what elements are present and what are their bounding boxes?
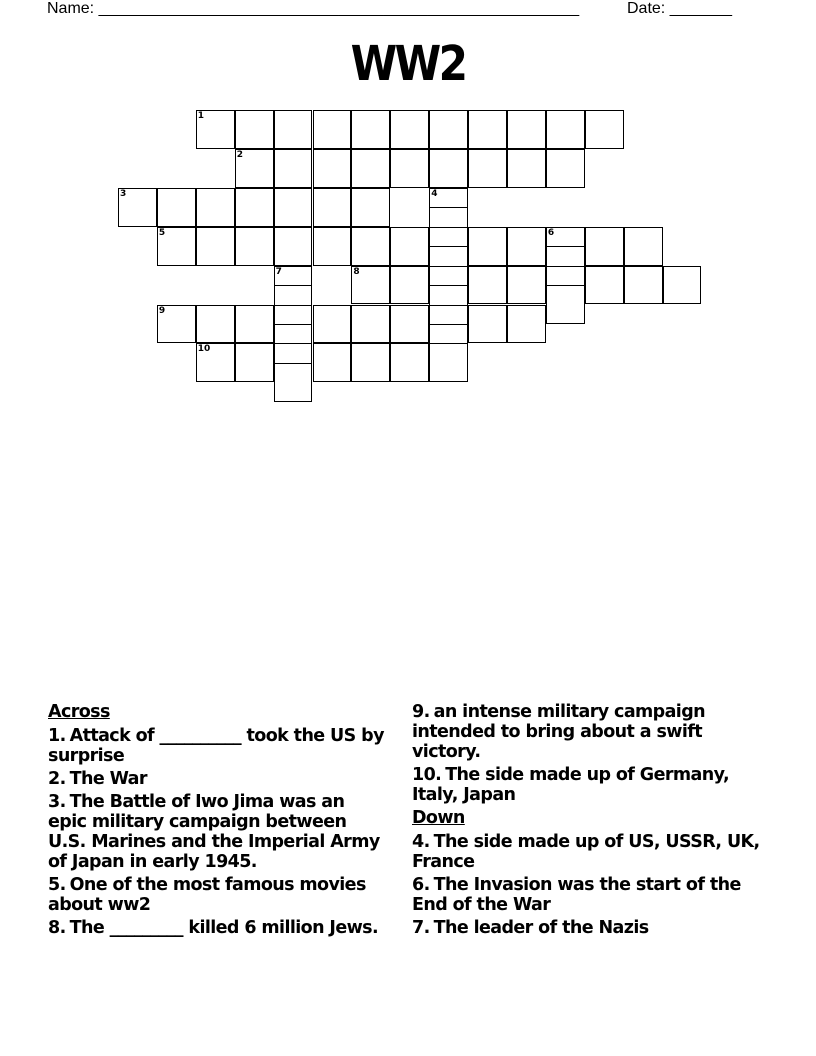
clue-number-label: 8 (353, 266, 360, 277)
crossword-cell[interactable] (313, 149, 352, 188)
crossword-cell[interactable] (196, 110, 235, 149)
crossword-cell[interactable] (468, 149, 507, 188)
crossword-cell[interactable] (118, 188, 157, 227)
crossword-cell[interactable] (390, 149, 429, 188)
clues-column-right (412, 702, 762, 941)
crossword-cell[interactable] (313, 110, 352, 149)
crossword-cell[interactable] (274, 363, 313, 402)
clue-text: The Invasion was the start of the End of the War (412, 875, 741, 915)
clue-down-4 (412, 832, 762, 872)
clue-text: The leader of the Nazis (433, 918, 649, 938)
crossword-cell[interactable] (585, 266, 624, 305)
clue-number: 1. (48, 726, 66, 746)
crossword-cell[interactable] (235, 110, 274, 149)
crossword-cell[interactable] (429, 110, 468, 149)
crossword-cell[interactable] (235, 149, 274, 188)
clue-number: 5. (48, 875, 66, 895)
crossword-cell[interactable] (351, 266, 390, 305)
crossword-cell[interactable] (196, 188, 235, 227)
crossword-cell[interactable] (274, 188, 313, 227)
crossword-cell[interactable] (351, 110, 390, 149)
crossword-cell[interactable] (235, 343, 274, 382)
crossword-cell[interactable] (274, 110, 313, 149)
crossword-cell[interactable] (351, 343, 390, 382)
crossword-cell[interactable] (507, 227, 546, 266)
crossword-cell[interactable] (585, 110, 624, 149)
crossword-cell[interactable] (507, 305, 546, 344)
crossword-cell[interactable] (507, 149, 546, 188)
clue-across-3 (48, 792, 388, 872)
clue-number-label: 7 (275, 266, 282, 277)
clue-number-label: 9 (158, 305, 166, 316)
clue-number: 6. (412, 875, 430, 895)
clue-text: The Battle of Iwo Jima was an epic military campaign between U.S. Marines and the Imperial Army of Japan in early 1945. (48, 792, 380, 872)
crossword-cell[interactable] (274, 149, 313, 188)
clue-number: 7. (412, 918, 430, 938)
clue-across-2 (48, 769, 388, 789)
crossword-cell[interactable] (235, 188, 274, 227)
crossword-cell[interactable] (313, 188, 352, 227)
crossword-cell[interactable] (235, 227, 274, 266)
clue-number: 3. (48, 792, 66, 812)
crossword-cell[interactable] (351, 305, 390, 344)
crossword-cell[interactable] (624, 227, 663, 266)
crossword-cell[interactable] (429, 343, 468, 382)
crossword-cell[interactable] (351, 149, 390, 188)
crossword-cell[interactable] (196, 227, 235, 266)
clue-across-8 (48, 918, 388, 938)
clue-number: 10. (412, 765, 442, 785)
crossword-cell[interactable] (313, 343, 352, 382)
crossword-cell[interactable] (196, 343, 235, 382)
clue-text: The War (69, 769, 147, 789)
crossword-cell[interactable] (624, 266, 663, 305)
crossword-cell[interactable] (585, 227, 624, 266)
crossword-cell[interactable] (390, 343, 429, 382)
clue-text: One of the most famous movies about ww2 (48, 875, 366, 915)
crossword-cell[interactable] (390, 305, 429, 344)
crossword-cell[interactable] (235, 305, 274, 344)
crossword-cell[interactable] (663, 266, 702, 305)
crossword-cell[interactable] (390, 227, 429, 266)
clue-number-label: 3 (120, 188, 127, 199)
crossword-cell[interactable] (468, 110, 507, 149)
clue-number-label: 6 (547, 227, 555, 238)
clue-text: an intense military campaign intended to bring about a swift victory. (412, 702, 705, 762)
crossword-cell[interactable] (468, 305, 507, 344)
clue-text: Attack of __________ took the US by surprise (48, 726, 384, 766)
crossword-cell[interactable] (546, 285, 585, 324)
name-field[interactable]: Name: ______________________________________________________ (47, 0, 580, 17)
crossword-cell[interactable] (546, 149, 585, 188)
clue-number: 4. (412, 832, 430, 852)
crossword-cell[interactable] (390, 110, 429, 149)
clue-number-label: 5 (158, 227, 166, 238)
crossword-cell[interactable] (351, 227, 390, 266)
clue-across-1 (48, 726, 388, 766)
clue-text: The side made up of US, USSR, UK, France (412, 832, 760, 872)
crossword-cell[interactable] (468, 227, 507, 266)
clue-number: 8. (48, 918, 66, 938)
clue-down-7 (412, 918, 762, 938)
clues-column-left (48, 702, 388, 941)
clue-number-label: 2 (236, 149, 243, 160)
crossword-cell[interactable] (196, 305, 235, 344)
clue-down-6 (412, 875, 762, 915)
crossword-cell[interactable] (468, 266, 507, 305)
across-heading: Across (48, 702, 110, 722)
crossword-cell[interactable] (157, 227, 196, 266)
clue-number: 9. (412, 702, 430, 722)
clue-across-9 (412, 702, 762, 762)
clue-number-label: 4 (431, 188, 438, 199)
clue-number-label: 1 (197, 111, 205, 121)
crossword-cell[interactable] (507, 266, 546, 305)
page-title: WW2 (350, 36, 466, 92)
clue-text: The _________ killed 6 million Jews. (69, 918, 379, 938)
clue-number-label: 10 (197, 344, 211, 355)
clue-across-10 (412, 765, 762, 805)
clue-text: The side made up of Germany, Italy, Japan (412, 765, 730, 805)
crossword-cell[interactable] (351, 188, 390, 227)
clue-number: 2. (48, 769, 66, 789)
crossword-cell[interactable] (546, 110, 585, 149)
crossword-cell[interactable] (390, 266, 429, 305)
clue-across-5 (48, 875, 388, 915)
crossword-cell[interactable] (429, 149, 468, 188)
crossword-cell[interactable] (313, 227, 352, 266)
crossword-cell[interactable] (157, 188, 196, 227)
crossword-cell[interactable] (157, 305, 196, 344)
crossword-cell[interactable] (274, 227, 313, 266)
crossword-cell[interactable] (507, 110, 546, 149)
down-heading: Down (412, 808, 465, 828)
crossword-cell[interactable] (313, 305, 352, 344)
date-field[interactable]: Date: _______ (627, 0, 732, 17)
